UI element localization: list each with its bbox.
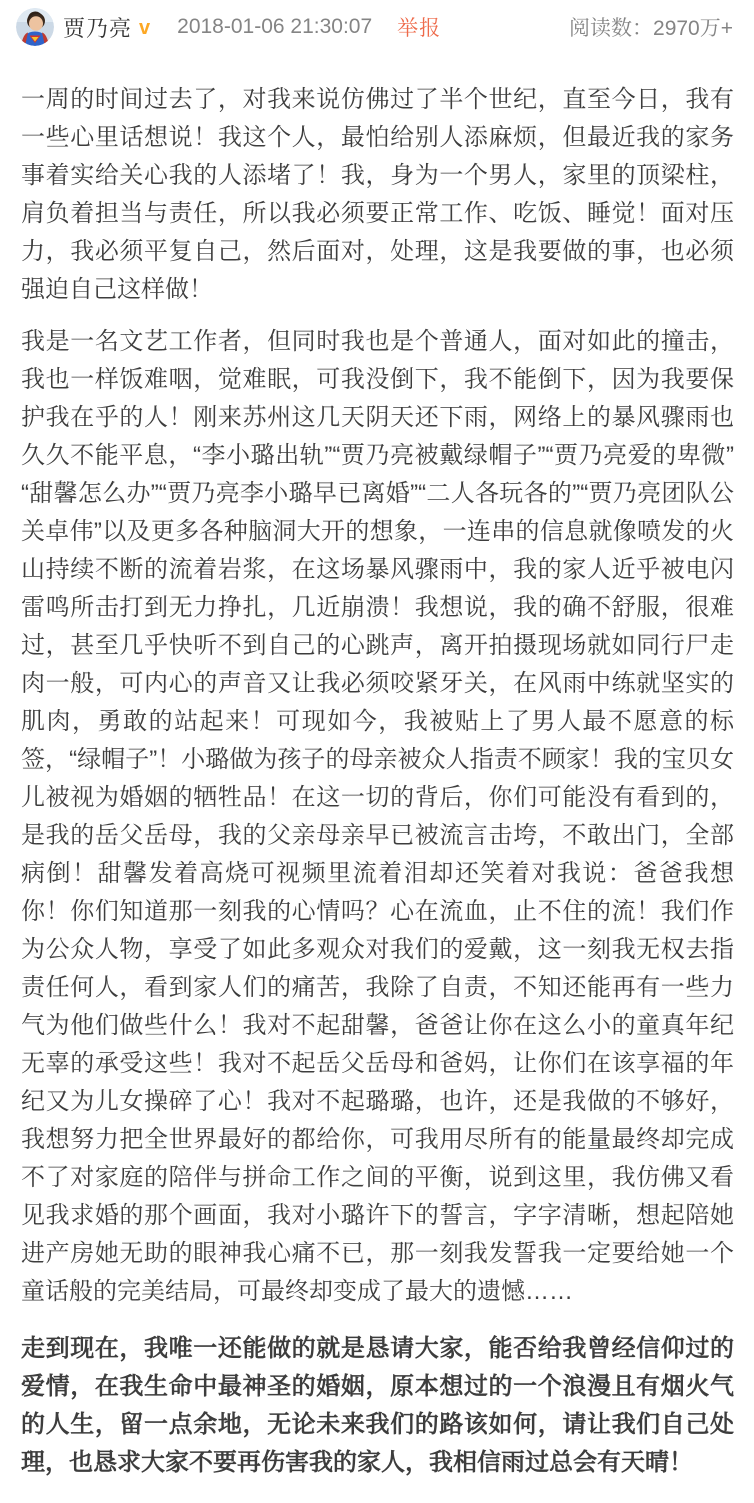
- post-paragraph-3-closing: 走到现在，我唯一还能做的就是恳请大家，能否给我曾经信仰过的爱情，在我生命中最神圣的婚姻，原本想过的一个浪漫且有烟火气的人生，留一点余地，无论未来我们的路该如何，请让我们自己处理，也恳求大家不要再伤害我的家人，我相信雨过总会有天晴！: [21, 1335, 734, 1476]
- post-paragraph-1: 一周的时间过去了，对我来说仿佛过了半个世纪，直至今日，我有一些心里话想说！我这个人，最怕给别人添麻烦，但最近我的家务事着实给关心我的人添堵了！我，身为一个男人，家里的顶梁柱，肩负着担当与责任，所以我必须要正常工作、吃饭、睡觉！面对压力，我必须平复自己，然后面对，处理，这是我要做的事，也必须强迫自己这样做！: [21, 86, 734, 303]
- report-link[interactable]: 举报: [397, 17, 442, 40]
- avatar-image: [16, 8, 54, 46]
- post-paragraph-2: 我是一名文艺工作者，但同时我也是个普通人，面对如此的撞击，我也一样饭难咽，觉难眠，可我没倒下，我不能倒下，因为我要保护我在乎的人！刚来苏州这几天阴天还下雨，网络上的暴风骤雨也久久不能平息，“李小璐出轨”“贾乃亮被戴绿帽子”“贾乃亮爱的卑微”“甜馨怎么办”“贾乃亮李小璐早已离婚”“二人各玩各的”“贾乃亮团队公关卓伟”以及更多各种脑洞大开的想象，一连串的信息就像喷发的火山持续不断的流着岩浆，在这场暴风骤雨中，我的家人近乎被电闪雷鸣所击打到无力挣扎，几近崩溃！我想说，我的确不舒服，很难过，甚至几乎快听不到自己的心跳声，离开拍摄现场就如同行尸走肉一般，可内心的声音又让我必须咬紧牙关，在风雨中练就坚实的肌肉，勇敢的站起来！可现如今，我被贴上了男人最不愿意的标签，“绿帽子”！小璐做为孩子的母亲被众人指责不顾家！我的宝贝女儿被视为婚姻的牺牲品！在这一切的背后，你们可能没有看到的，是我的岳父岳母，我的父亲母亲早已被流言击垮，不敢出门，全部病倒！甜馨发着高烧可视频里流着泪却还笑着对我说：爸爸我想你！你们知道那一刻我的心情吗？心在流血，止不住的流！我们作为公众人物，享受了如此多观众对我们的爱戴，这一刻我无权去指责任何人，看到家人们的痛苦，我除了自责，不知还能再有一些力气为他们做些什么！我对不起甜馨，爸爸让你在这么小的童真年纪无辜的承受这些！我对不起岳父岳母和爸妈，让你们在该享福的年纪又为儿女操碎了心！我对不起璐璐，也许，还是我做的不够好，我想努力把全世界最好的都给你，可我用尽所有的能量最终却完成不了对家庭的陪伴与拼命工作之间的平衡，说到这里，我仿佛又看见我求婚的那个画面，我对小璐许下的誓言，字字清晰，想起陪她进产房她无助的眼神我心痛不已，那一刻我发誓我一定要给她一个童话般的完美结局，可最终却变成了最大的遗憾……: [21, 328, 734, 1305]
- verified-icon: v: [139, 16, 151, 39]
- avatar[interactable]: [16, 8, 54, 46]
- timestamp: 2018-01-06 21:30:07: [177, 15, 373, 38]
- read-count: 阅读数：2970万+: [569, 17, 733, 40]
- username[interactable]: 贾乃亮: [63, 15, 133, 41]
- post-header: [0, 0, 754, 48]
- post-body: [0, 48, 754, 1482]
